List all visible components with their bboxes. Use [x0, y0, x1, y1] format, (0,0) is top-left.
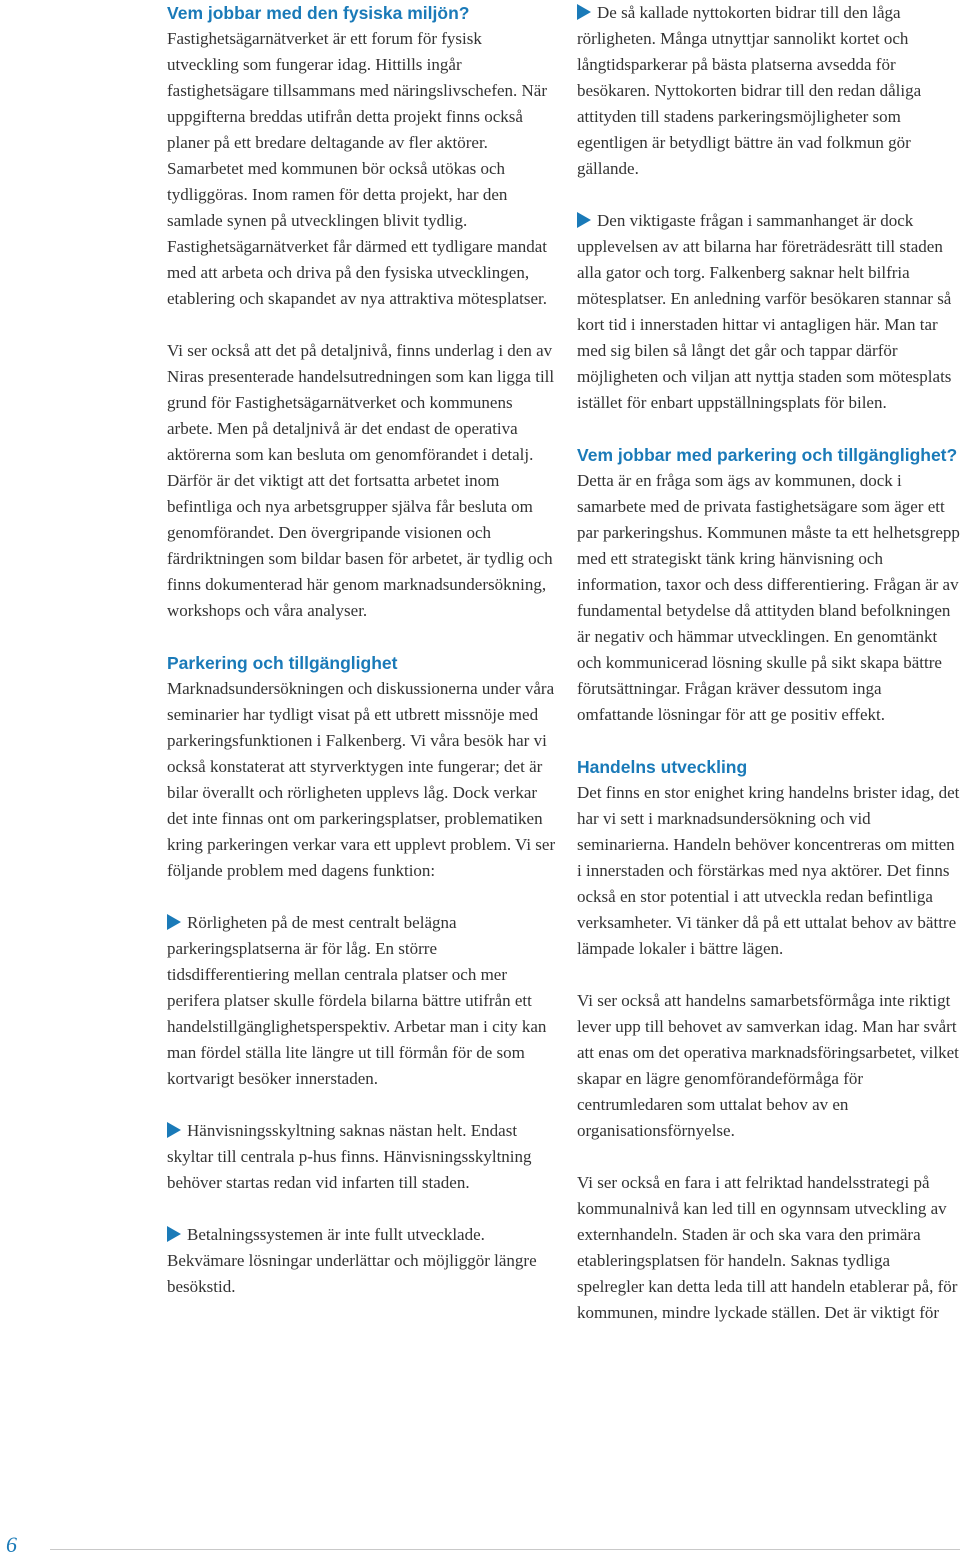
- page-number: 6: [6, 1532, 17, 1557]
- bullet-item: De så kallade nyttokorten bidrar till den låga rörligheten. Många utnyttjar sannolikt kortet och långtidsparkerar på bästa platserna avsedda för besökaren. Nyttokorten bidrar till den redan dåliga attityden till stadens parkeringsmöjligheter som egentligen är betydligt bättre än vad folkmun gör gällande.: [577, 0, 960, 182]
- bullet-item: Rörligheten på de mest centralt belägna parkeringsplatserna är för låg. En större tidsdifferentiering mellan centrala platser och mer perifera platser skulle fördela bilarna bättre utifrån ett handelstillgänglighetsperspektiv. Arbetar man i city kan man fördel ställa lite längre ut till förmån för de som kortvarigt besöker innerstaden.: [167, 910, 557, 1092]
- parking-work-heading: Vem jobbar med parkering och tillgänglighet?: [577, 445, 958, 465]
- body-paragraph: Det finns en stor enighet kring handelns brister idag, det har vi sett i marknadsundersökning och vid seminarierna. Handeln behöver koncentreras om mitten i innerstaden och förstärkas med nya aktörer. Det finns också en stor potential i att utveckla redan befintliga verksamheter. Vi tänker då på ett uttalat behov av bättre lämpade lokaler i bättre lägen.: [577, 783, 960, 958]
- footer-divider: [50, 1549, 960, 1550]
- bullet-item: Hänvisningsskyltning saknas nästan helt. Endast skyltar till centrala p-hus finns. Hänvisningsskyltning behöver startas redan vid infarten till staden.: [167, 1118, 557, 1196]
- body-paragraph: Vi ser också en fara i att felriktad handelsstrategi på kommunalnivå kan led till en ogynnsam utveckling av externhandeln. Staden är och ska vara den primära etableringsplatsen för handeln. Saknas tydliga spelregler kan detta leda till att handeln etablerar på, för kommunen, mindre lyckade ställen. Det är viktigt för: [577, 1173, 958, 1322]
- left-column: [167, 0, 557, 1300]
- body-paragraph: Vi ser också att det på detaljnivå, finns underlag i den av Niras presenterade handelsutredningen som kan ligga till grund för Fastighetsägarnätverket och kommunens arbete. Men på detaljnivå är det endast de operativa aktörerna som kan besluta om genomförandet i detalj. Därför är det viktigt att det fortsatta arbetet inom befintliga och nya arbetsgrupper själva får besluta om genomförandet. Den övergripande visionen och färdriktningen som bildar basen för arbetet, är tydlig och finns dokumenterad här genom marknadsundersökning, workshops och våra analyser.: [167, 341, 555, 620]
- physical-environment-heading: Vem jobbar med den fysiska miljön?: [167, 3, 470, 23]
- parking-heading: Parkering och tillgänglighet: [167, 653, 398, 673]
- bullet-item: Betalningssystemen är inte fullt utvecklade. Bekvämare lösningar underlättar och möjliggör längre besökstid.: [167, 1222, 557, 1300]
- bullet-item: Den viktigaste frågan i sammanhanget är dock upplevelsen av att bilarna har företrädesrätt till staden alla gator och torg. Falkenberg saknar helt bilfria mötesplatser. En anledning varför besökaren stannar så kort tid i innerstaden hittar vi antagligen här. Man tar med sig bilen så långt det går och tappar därför möjligheten och viljan att nyttja staden som mötesplats istället för enbart uppställningsplats för bilen.: [577, 208, 960, 416]
- body-paragraph: Detta är en fråga som ägs av kommunen, dock i samarbete med de privata fastighetsägare som äger ett par parkeringshus. Kommunen måste ta ett helhetsgrepp med ett strategiskt tänk kring hänvisning och information, taxor och dess differentiering. Frågan är av fundamental betydelse då attityden bland befolkningen är negativ och hämmar utvecklingen. En genomtänkt och kommunicerad lösning skulle på sikt skapa bättre förutsättningar. Frågan kräver dessutom inga omfattande lösningar för att ge positiv effekt.: [577, 471, 960, 724]
- body-paragraph: Marknadsundersökningen och diskussionerna under våra seminarier har tydligt visat på ett utbrett missnöje med parkeringsfunktionen i Falkenberg. Vi våra besök har vi också konstaterat att styrverktygen inte fungerar; det är bilar överallt och rörligheten upplevs låg. Dock verkar det inte finnas ont om parkeringsplatser, problematiken kring parkeringen verkar vara ett upplevt problem. Vi ser följande problem med dagens funktion:: [167, 679, 556, 880]
- body-paragraph: Fastighetsägarnätverket är ett forum för fysisk utveckling som fungerar idag. Hittills ingår fastighetsägare tillsammans med näringslivschefen. När uppgifterna breddas utifrån detta projekt finns också planer på ett bredare deltagande av fler aktörer. Samarbetet med kommunen bör också utökas och tydliggöras. Inom ramen för detta projekt, har den samlade synen på utvecklingen blivit tydlig. Fastighetsägarnätverket får därmed ett tydligare mandat med att arbeta och driva på den fysiska utvecklingen, etablering och skapandet av nya attraktiva mötesplatser.: [167, 29, 548, 308]
- trade-development-heading: Handelns utveckling: [577, 757, 748, 777]
- body-paragraph: Vi ser också att handelns samarbetsförmåga inte riktigt lever upp till behovet av samverkan idag. Man har svårt att enas om det operativa marknadsföringsarbetet, vilket skapar en lägre genomförandeförmåga för centrumledaren som uttalat behov av en organisationsförnyelse.: [577, 991, 959, 1140]
- right-column: [577, 0, 960, 1326]
